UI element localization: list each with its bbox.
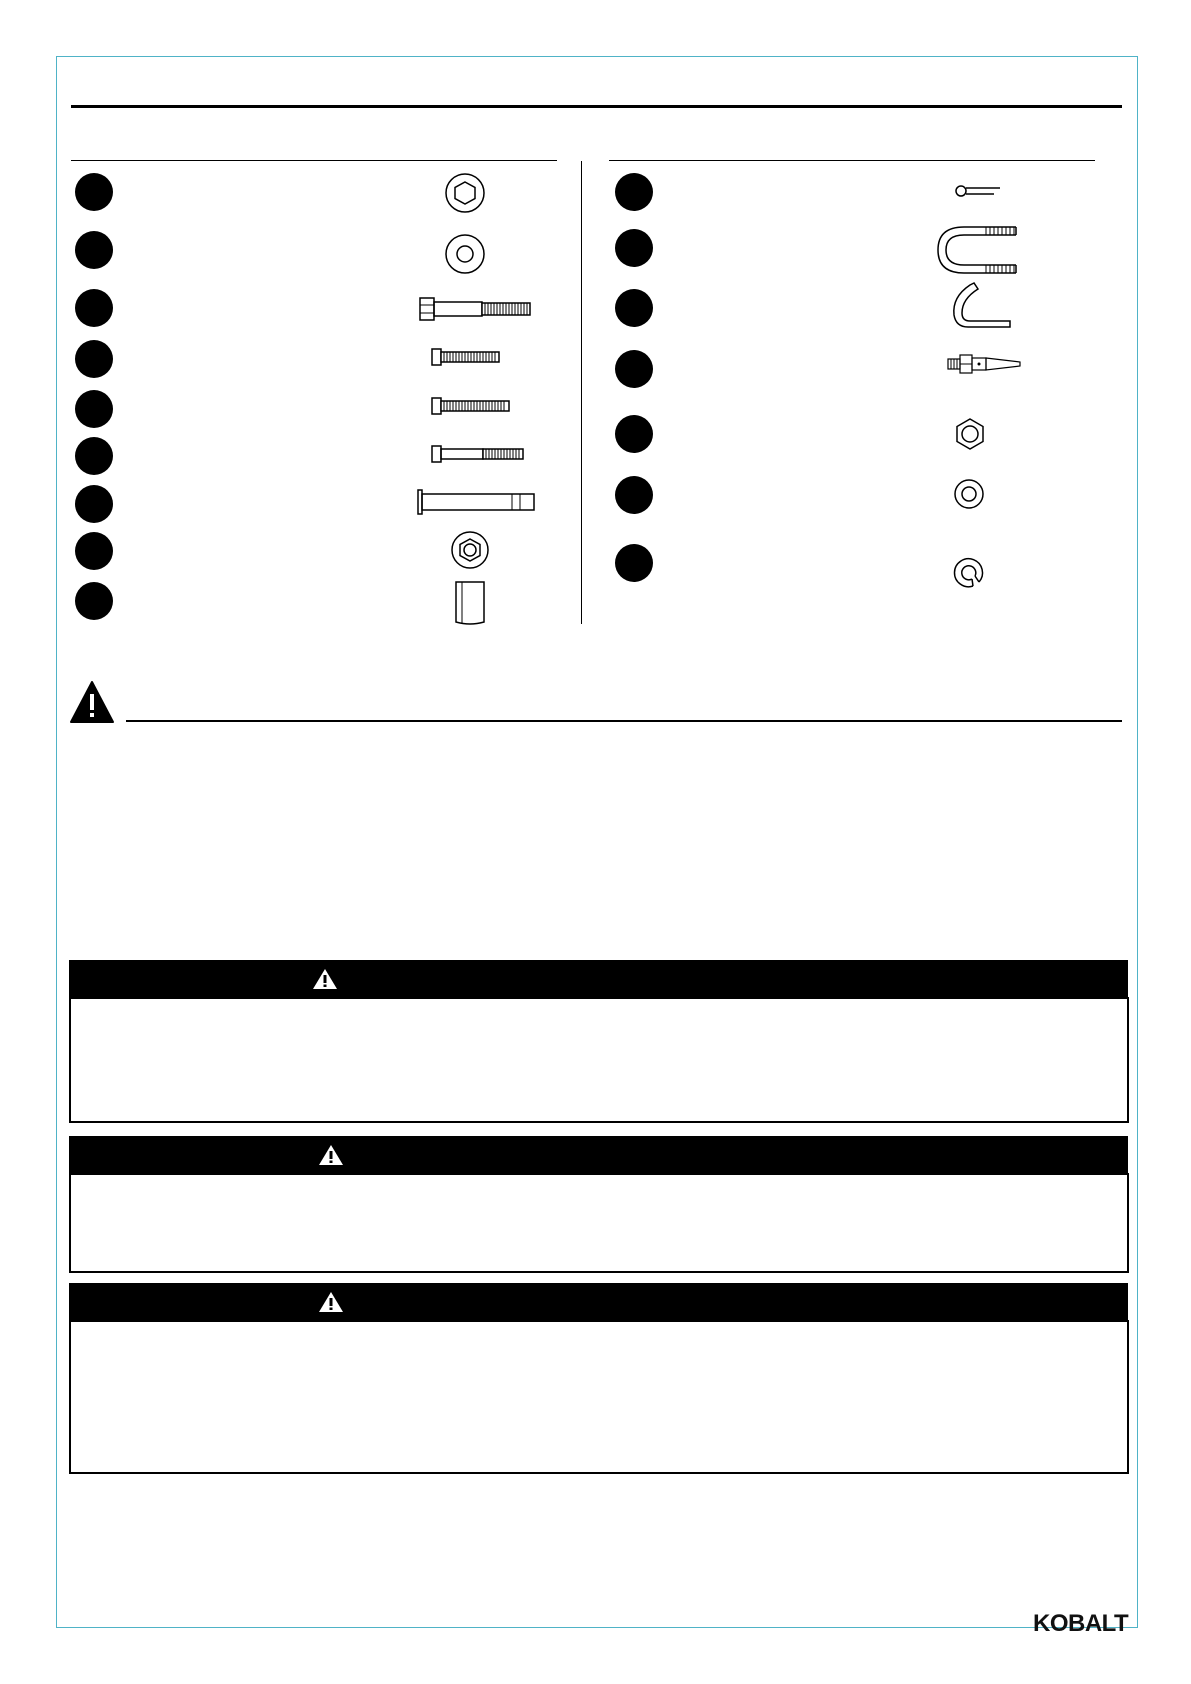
clevis-pin-icon (416, 489, 536, 515)
brand-logo: KOBALT (1033, 1610, 1129, 1637)
item-number-badge (75, 231, 113, 269)
flange-nut-icon (444, 172, 486, 214)
warning-body-box (69, 1173, 1129, 1273)
item-number-badge (615, 544, 653, 582)
item-number-badge (615, 415, 653, 453)
item-number-badge (615, 289, 653, 327)
item-number-badge (75, 532, 113, 570)
warning-body-box (69, 997, 1129, 1123)
item-number-badge (615, 229, 653, 267)
flat-washer-icon (444, 233, 486, 275)
split-lock-washer-icon (953, 556, 985, 590)
left-section-rule (71, 160, 557, 161)
grease-fitting-icon (946, 353, 1022, 375)
warning-triangle-icon (318, 1291, 344, 1313)
warning-header-bar (69, 1283, 1128, 1321)
warning-header-bar (69, 960, 1128, 998)
u-bolt-icon (934, 223, 1020, 277)
j-hook-icon (944, 281, 1014, 331)
item-number-badge (75, 390, 113, 428)
warning-header-bar (69, 1136, 1128, 1174)
sleeve-icon (452, 576, 488, 628)
hex-nut-icon (954, 417, 986, 451)
item-number-badge (75, 289, 113, 327)
item-number-badge (75, 340, 113, 378)
washer-icon (953, 478, 985, 510)
header-rule (71, 105, 1122, 108)
lock-nut-icon (450, 530, 490, 570)
item-number-badge (75, 437, 113, 475)
shoulder-bolt-icon (418, 296, 534, 322)
medium-bolt-icon (431, 397, 511, 415)
column-divider (581, 161, 582, 624)
warning-body-box (69, 1320, 1129, 1474)
item-number-badge (75, 485, 113, 523)
cotter-pin-icon (954, 182, 1002, 200)
warning-triangle-icon (312, 968, 338, 990)
warning-triangle-icon (69, 680, 115, 724)
item-number-badge (615, 476, 653, 514)
item-number-badge (615, 173, 653, 211)
warning-triangle-icon (318, 1144, 344, 1166)
long-bolt-icon (431, 445, 525, 463)
short-bolt-icon (431, 348, 501, 366)
item-number-badge (75, 173, 113, 211)
right-section-rule (609, 160, 1095, 161)
warnings-section-rule (126, 720, 1122, 722)
item-number-badge (615, 350, 653, 388)
item-number-badge (75, 582, 113, 620)
